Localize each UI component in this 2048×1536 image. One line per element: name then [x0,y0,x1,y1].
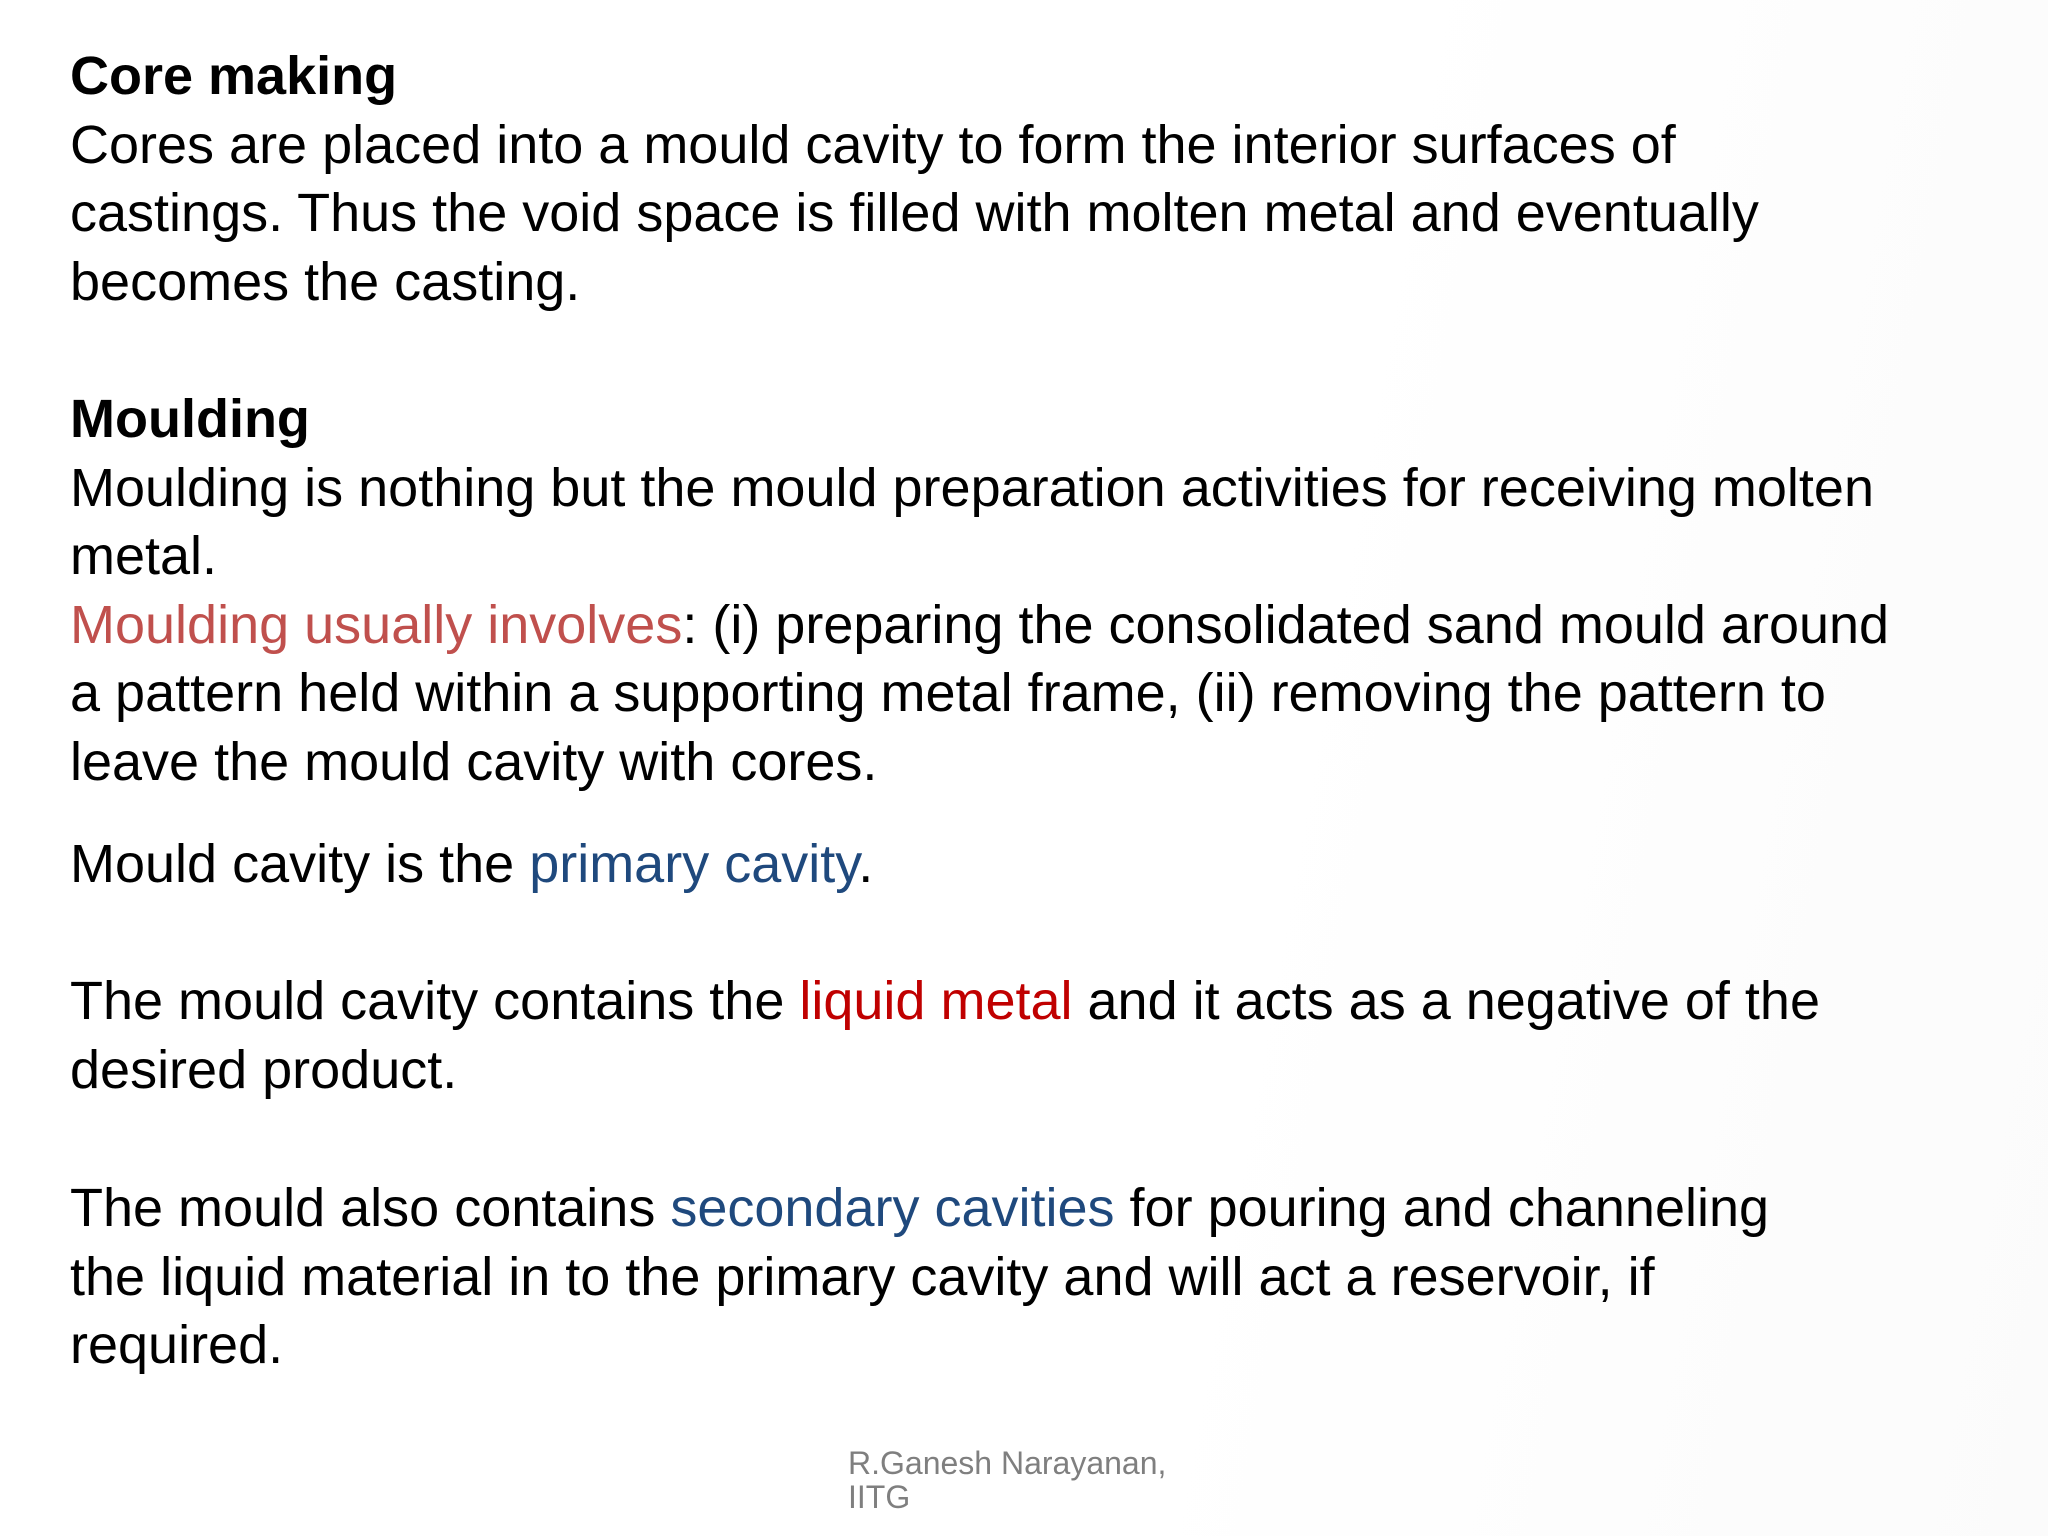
moulding-line-1: Moulding is nothing but the mould preparation activities for receiving molten [70,457,1874,518]
liquid-prefix: The mould cavity contains the [70,971,800,1031]
footer-author: R.Ganesh Narayanan, [848,1445,1167,1481]
primary-prefix: Mould cavity is the [70,834,530,894]
moulding-involves-rest: : (i) preparing the consolidated sand mould around [682,594,1890,655]
moulding-heading: Moulding [70,389,310,449]
moulding-section [70,385,2020,796]
moulding-involves-line-1 [70,591,2020,660]
liquid-metal-line-2: desired product. [70,1039,458,1100]
core-making-line-2: castings. Thus the void space is filled with molten metal and eventually [70,183,1759,243]
secondary-line-2: the liquid material in to the primary cavity and will act a reservoir, if [70,1246,1655,1307]
footer-institution: IITG [848,1479,911,1515]
liquid-metal-paragraph [70,967,2020,1104]
core-making-heading: Core making [70,46,398,106]
primary-cavity-highlight: primary cavity [529,834,859,894]
liquid-metal-line-1 [70,967,2020,1036]
moulding-line-2: metal. [70,526,218,586]
moulding-involves-line-3: leave the mould cavity with cores. [70,731,878,792]
core-making-line-1: Cores are placed into a mould cavity to form the interior surfaces of [70,114,1676,175]
liquid-suffix: and it acts as a negative of the [1072,971,1820,1031]
secondary-prefix: The mould also contains [70,1178,671,1238]
liquid-metal-highlight: liquid metal [799,971,1073,1031]
moulding-involves-line-2: a pattern held within a supporting metal frame, (ii) removing the pattern to [70,663,1826,723]
secondary-cavities-paragraph [70,1174,2020,1380]
primary-cavity-line [70,830,2020,899]
primary-cavity-paragraph [70,830,2020,899]
author-footer [848,1446,1268,1514]
secondary-line-3: required. [70,1315,284,1375]
secondary-cavities-highlight: secondary cavities [670,1178,1115,1238]
core-making-section [70,42,2020,316]
primary-suffix: . [858,834,874,894]
secondary-line-1 [70,1174,2020,1243]
moulding-involves-label: Moulding usually involves [70,594,683,655]
secondary-suffix: for pouring and channeling [1114,1178,1770,1238]
core-making-line-3: becomes the casting. [70,251,581,312]
